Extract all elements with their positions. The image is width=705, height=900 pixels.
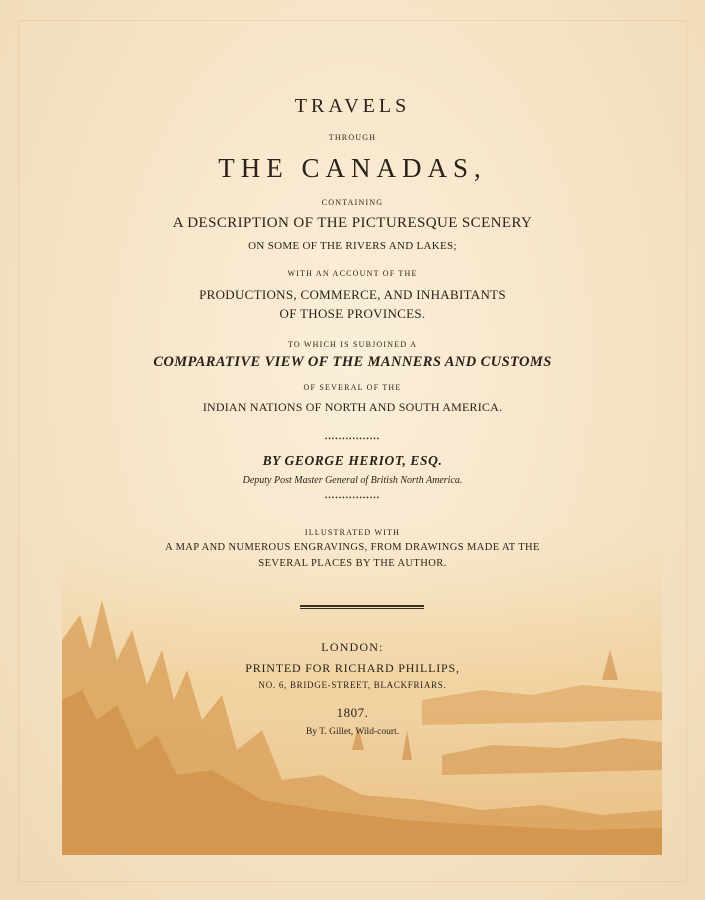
title-through: THROUGH xyxy=(328,133,377,142)
title-with-account: WITH AN ACCOUNT OF THE xyxy=(287,269,418,278)
title-provinces: OF THOSE PROVINCES. xyxy=(279,306,426,321)
imprint-printer: By T. Gillet, Wild-court. xyxy=(305,727,400,737)
imprint-city: LONDON: xyxy=(321,640,384,654)
imprint-address: NO. 6, BRIDGE-STREET, BLACKFRIARS. xyxy=(258,680,447,690)
several-places-line: SEVERAL PLACES BY THE AUTHOR. xyxy=(258,558,447,569)
author-title: Deputy Post Master General of British North America. xyxy=(242,475,463,486)
title-comparative-view: COMPARATIVE VIEW OF THE MANNERS AND CUSTOMS xyxy=(153,354,552,370)
title-rivers-lakes: ON SOME OF THE RIVERS AND LAKES; xyxy=(248,240,457,252)
title-productions: PRODUCTIONS, COMMERCE, AND INHABITANTS xyxy=(199,287,506,302)
author-name: BY GEORGE HERIOT, ESQ. xyxy=(262,453,443,468)
map-engravings-line: A MAP AND NUMEROUS ENGRAVINGS, FROM DRAWINGS MADE AT THE xyxy=(165,542,540,553)
illustrated-with: ILLUSTRATED WITH xyxy=(304,528,401,537)
title-containing: CONTAINING xyxy=(321,198,384,207)
imprint-printed-for: PRINTED FOR RICHARD PHILLIPS, xyxy=(245,661,460,675)
title-indian-nations: INDIAN NATIONS OF NORTH AND SOUTH AMERICA. xyxy=(202,400,503,414)
double-rule-divider xyxy=(300,605,424,609)
ornament-divider-bottom: •••••••••••••••• xyxy=(324,494,381,502)
title-description: A DESCRIPTION OF THE PICTURESQUE SCENERY xyxy=(172,215,533,231)
title-the-canadas: THE CANADAS, xyxy=(218,153,487,183)
imprint-year: 1807. xyxy=(336,705,369,720)
title-travels: TRAVELS xyxy=(294,95,411,117)
title-subjoined: TO WHICH IS SUBJOINED A xyxy=(287,340,418,349)
ornament-divider-top: •••••••••••••••• xyxy=(324,435,381,443)
title-several-of-the: OF SEVERAL OF THE xyxy=(303,383,402,392)
